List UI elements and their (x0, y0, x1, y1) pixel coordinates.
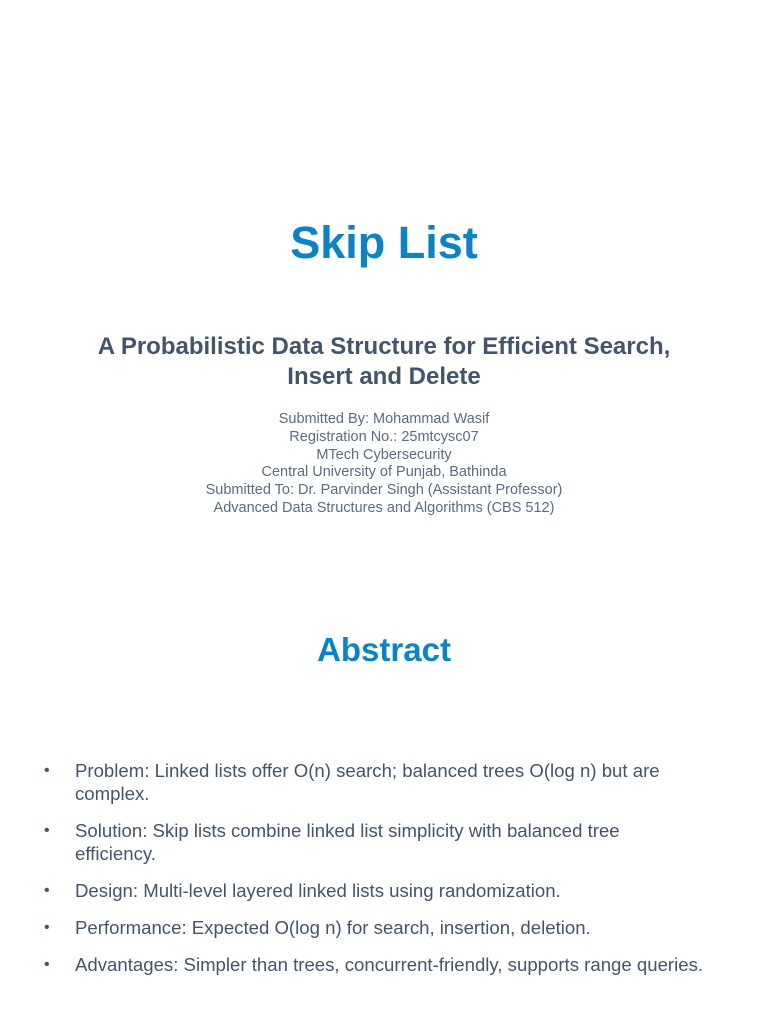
credit-line-registration: Registration No.: 25mtcysc07 (289, 428, 479, 445)
bullet-icon: • (44, 762, 50, 779)
bullet-text-problem: Problem: Linked lists offer O(n) search; balanced trees O(log n) but are complex. (75, 760, 660, 804)
credit-line-submitted-to: Submitted To: Dr. Parvinder Singh (Assistant Professor) (205, 482, 563, 499)
list-item (44, 819, 704, 865)
subtitle: A Probabilistic Data Structure for Efficient Search, Insert and Delete (97, 333, 671, 390)
abstract-bullet-list (44, 759, 704, 990)
bullet-icon: • (44, 822, 50, 839)
abstract-slide (0, 576, 768, 1024)
credit-line-university: Central University of Punjab, Bathinda (261, 464, 507, 481)
bullet-text-design: Design: Multi-level layered linked lists using randomization. (75, 880, 561, 901)
credit-line-program: MTech Cybersecurity (316, 446, 452, 463)
list-item (44, 759, 704, 805)
abstract-heading: Abstract (317, 631, 451, 668)
bullet-icon: • (44, 882, 50, 899)
list-item (44, 916, 704, 939)
credit-line-course: Advanced Data Structures and Algorithms (CBS 512) (213, 499, 555, 516)
bullet-icon: • (44, 956, 50, 973)
bullet-text-solution: Solution: Skip lists combine linked list simplicity with balanced tree efficiency. (75, 820, 620, 864)
bullet-icon: • (44, 919, 50, 936)
credit-line-submitted-by: Submitted By: Mohammad Wasif (278, 411, 490, 427)
bullet-text-performance: Performance: Expected O(log n) for search, insertion, deletion. (75, 917, 591, 938)
bullet-text-advantages: Advantages: Simpler than trees, concurrent-friendly, supports range queries. (75, 954, 704, 975)
credits-block (84, 411, 684, 518)
page-title: Skip List (290, 217, 478, 268)
list-item (44, 953, 704, 976)
list-item (44, 879, 704, 902)
